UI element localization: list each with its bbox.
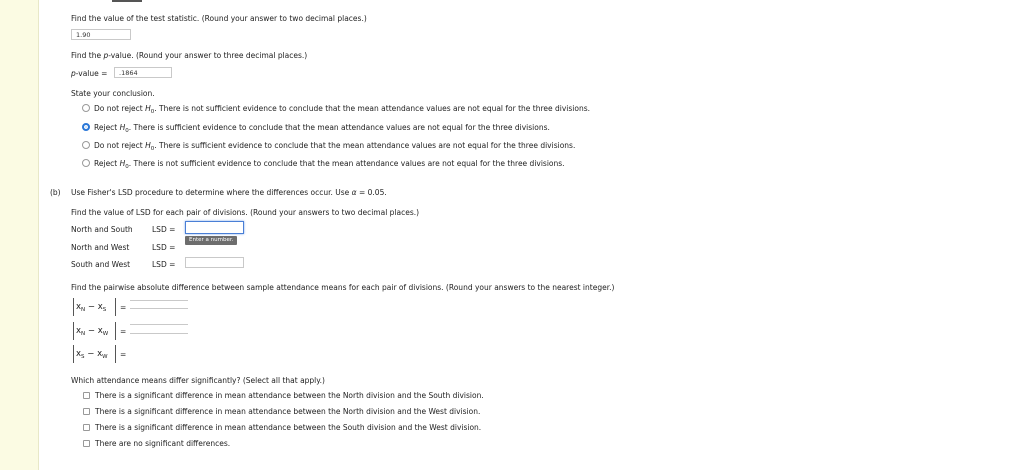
which-option-2[interactable]: There is a significant difference in mean attendance between the North division and the West division. (95, 407, 481, 416)
test-statistic-prompt: Find the value of the test statistic. (Round your answer to two decimal places.) (71, 14, 367, 23)
diff-north-west-input[interactable] (130, 333, 188, 334)
lsd-north-south-input[interactable] (185, 221, 244, 234)
which-checkbox-4[interactable] (83, 440, 90, 447)
abs-bar-left (73, 298, 74, 316)
conclusion-option-1[interactable]: Do not reject $H_0$. There is not sufficient evidence to conclude that the mean attendance values are not equal for the three divisions. (94, 104, 590, 115)
lsd-label: LSD = (152, 243, 176, 252)
diff-expression: $x_N - x_W$ (76, 326, 109, 337)
diff-line-top (130, 324, 188, 325)
p-value-prompt: Find the p-value. (Round your answer to three decimal places.) (71, 51, 308, 60)
which-checkbox-2[interactable] (83, 408, 90, 415)
lsd-prompt: Find the value of LSD for each pair of divisions. (Round your answers to two decimal places.) (71, 208, 420, 217)
conclusion-radio-4[interactable] (82, 159, 90, 167)
abs-bar-right (115, 298, 116, 316)
conclusion-option-4[interactable]: Reject $H_0$. There is not sufficient evidence to conclude that the mean attendance values are not equal for the three divisions. (94, 159, 565, 170)
abs-bar-left (73, 345, 74, 363)
enter-number-tooltip: Enter a number. (185, 236, 237, 245)
conclusion-radio-3[interactable] (82, 141, 90, 149)
which-checkbox-1[interactable] (83, 392, 90, 399)
lsd-pair-label: North and West (71, 243, 130, 252)
diff-equals: = (120, 350, 127, 359)
lsd-south-west-input[interactable] (185, 257, 244, 268)
diff-north-south-input[interactable] (130, 308, 188, 309)
p-value-label: p-value = (71, 69, 108, 78)
lsd-label: LSD = (152, 225, 176, 234)
abs-bar-right (115, 345, 116, 363)
top-divider (112, 0, 142, 2)
diff-equals: = (120, 327, 127, 336)
diff-expression: $x_N - x_S$ (76, 302, 107, 313)
left-gutter (0, 0, 39, 470)
test-statistic-input[interactable]: 1.90 (71, 29, 131, 40)
which-prompt: Which attendance means differ significantly? (Select all that apply.) (71, 376, 325, 385)
which-checkbox-3[interactable] (83, 424, 90, 431)
conclusion-radio-2[interactable] (82, 123, 90, 131)
p-value-input[interactable]: .1864 (114, 67, 172, 78)
diff-line-top (130, 300, 188, 301)
diff-prompt: Find the pairwise absolute difference between sample attendance means for each pair of divisions. (Round your answers to the nearest integer.) (71, 283, 615, 292)
conclusion-option-2[interactable]: Reject $H_0$. There is sufficient evidence to conclude that the mean attendance values are not equal for the three divisions. (94, 123, 550, 134)
part-b-instruction: Use Fisher's LSD procedure to determine where the differences occur. Use α = 0.05. (71, 188, 387, 197)
abs-bar-right (115, 322, 116, 340)
lsd-pair-label: North and South (71, 225, 133, 234)
diff-equals: = (120, 303, 127, 312)
diff-expression: $x_S - x_W$ (76, 349, 108, 360)
lsd-pair-label: South and West (71, 260, 131, 269)
which-option-4[interactable]: There are no significant differences. (95, 439, 231, 448)
lsd-label: LSD = (152, 260, 176, 269)
part-b-label: (b) (50, 188, 61, 197)
conclusion-prompt: State your conclusion. (71, 89, 155, 98)
which-option-3[interactable]: There is a significant difference in mean attendance between the South division and the West division. (95, 423, 482, 432)
which-option-1[interactable]: There is a significant difference in mean attendance between the North division and the South division. (95, 391, 484, 400)
abs-bar-left (73, 322, 74, 340)
conclusion-option-3[interactable]: Do not reject $H_0$. There is sufficient evidence to conclude that the mean attendance values are not equal for the three divisions. (94, 141, 576, 152)
conclusion-radio-1[interactable] (82, 104, 90, 112)
